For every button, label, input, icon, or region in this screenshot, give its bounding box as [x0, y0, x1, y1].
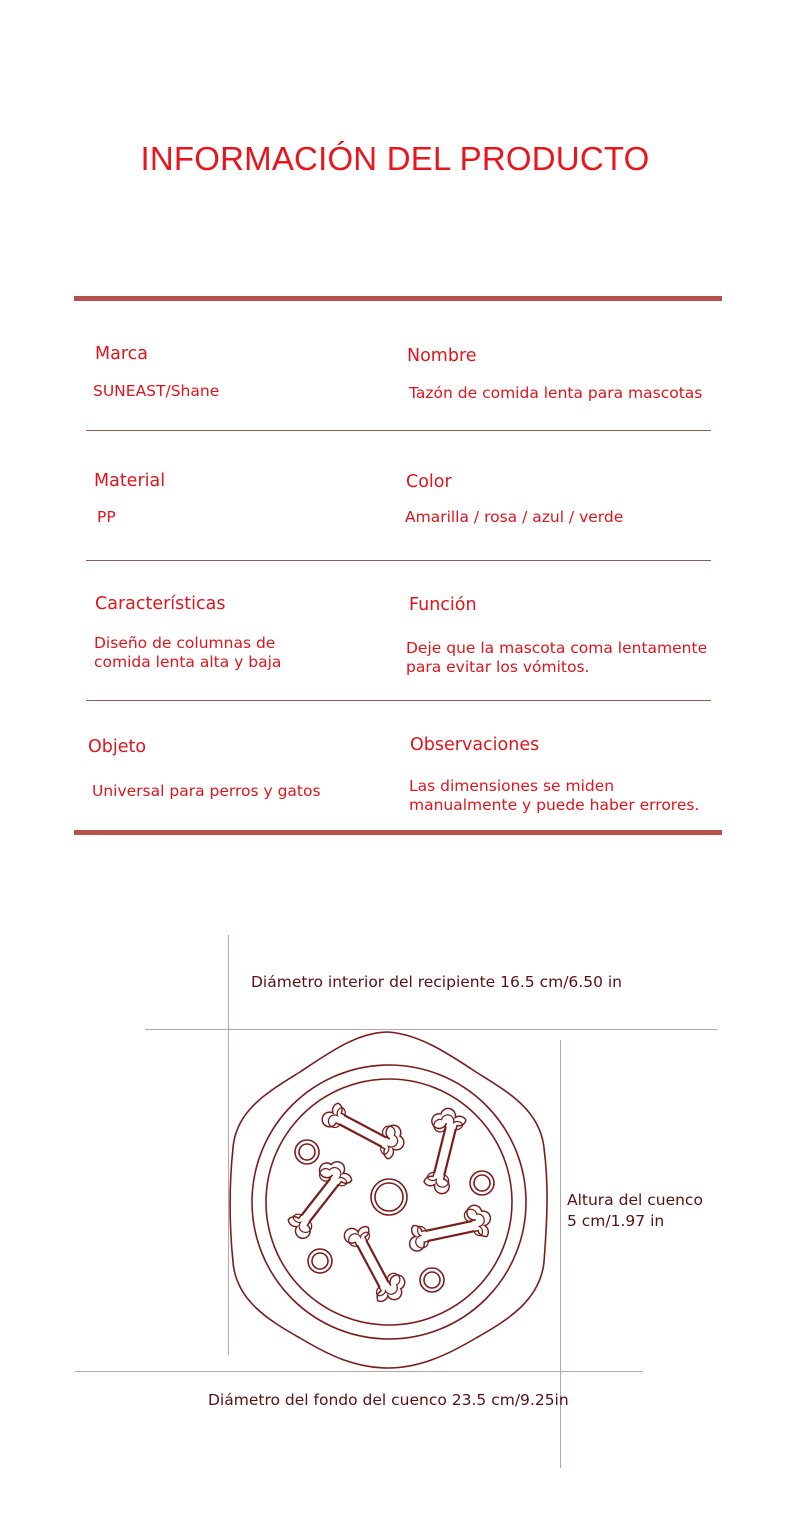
- page-title: INFORMACIÓN DEL PRODUCTO: [140, 140, 650, 177]
- name-value: Tazón de comida lenta para mascotas: [409, 384, 703, 402]
- function-value: Deje que la mascota coma lentamente para evitar los vómitos.: [406, 639, 708, 676]
- inner-diameter-label: Diámetro interior del recipiente 16.5 cm/6.50 in: [251, 973, 623, 991]
- features-value: Diseño de columnas de comida lenta alta y baja: [94, 634, 282, 671]
- object-label: Objeto: [88, 737, 147, 757]
- material-value: PP: [97, 508, 116, 526]
- center-knob-inner: [375, 1183, 403, 1211]
- color-label: Color: [406, 472, 452, 492]
- bowl-outer-rim: [230, 1032, 547, 1368]
- color-value: Amarilla / rosa / azul / verde: [405, 508, 624, 526]
- bowl-floor: [266, 1079, 512, 1325]
- height-label: Altura del cuenco 5 cm/1.97 in: [567, 1191, 703, 1230]
- material-label: Material: [94, 471, 166, 491]
- name-label: Nombre: [407, 346, 477, 366]
- notes-value: Las dimensiones se miden manualmente y puede haber errores.: [409, 777, 700, 814]
- brand-label: Marca: [95, 344, 148, 364]
- bottom-diameter-label: Diámetro del fondo del cuenco 23.5 cm/9.25in: [208, 1391, 569, 1409]
- brand-value: SUNEAST/Shane: [93, 382, 220, 400]
- bone-peg: [278, 1154, 356, 1241]
- notes-label: Observaciones: [410, 735, 540, 755]
- features-label: Características: [95, 594, 226, 614]
- object-value: Universal para perros y gatos: [92, 782, 321, 800]
- center-knob-outer: [371, 1179, 407, 1215]
- function-label: Función: [409, 595, 477, 615]
